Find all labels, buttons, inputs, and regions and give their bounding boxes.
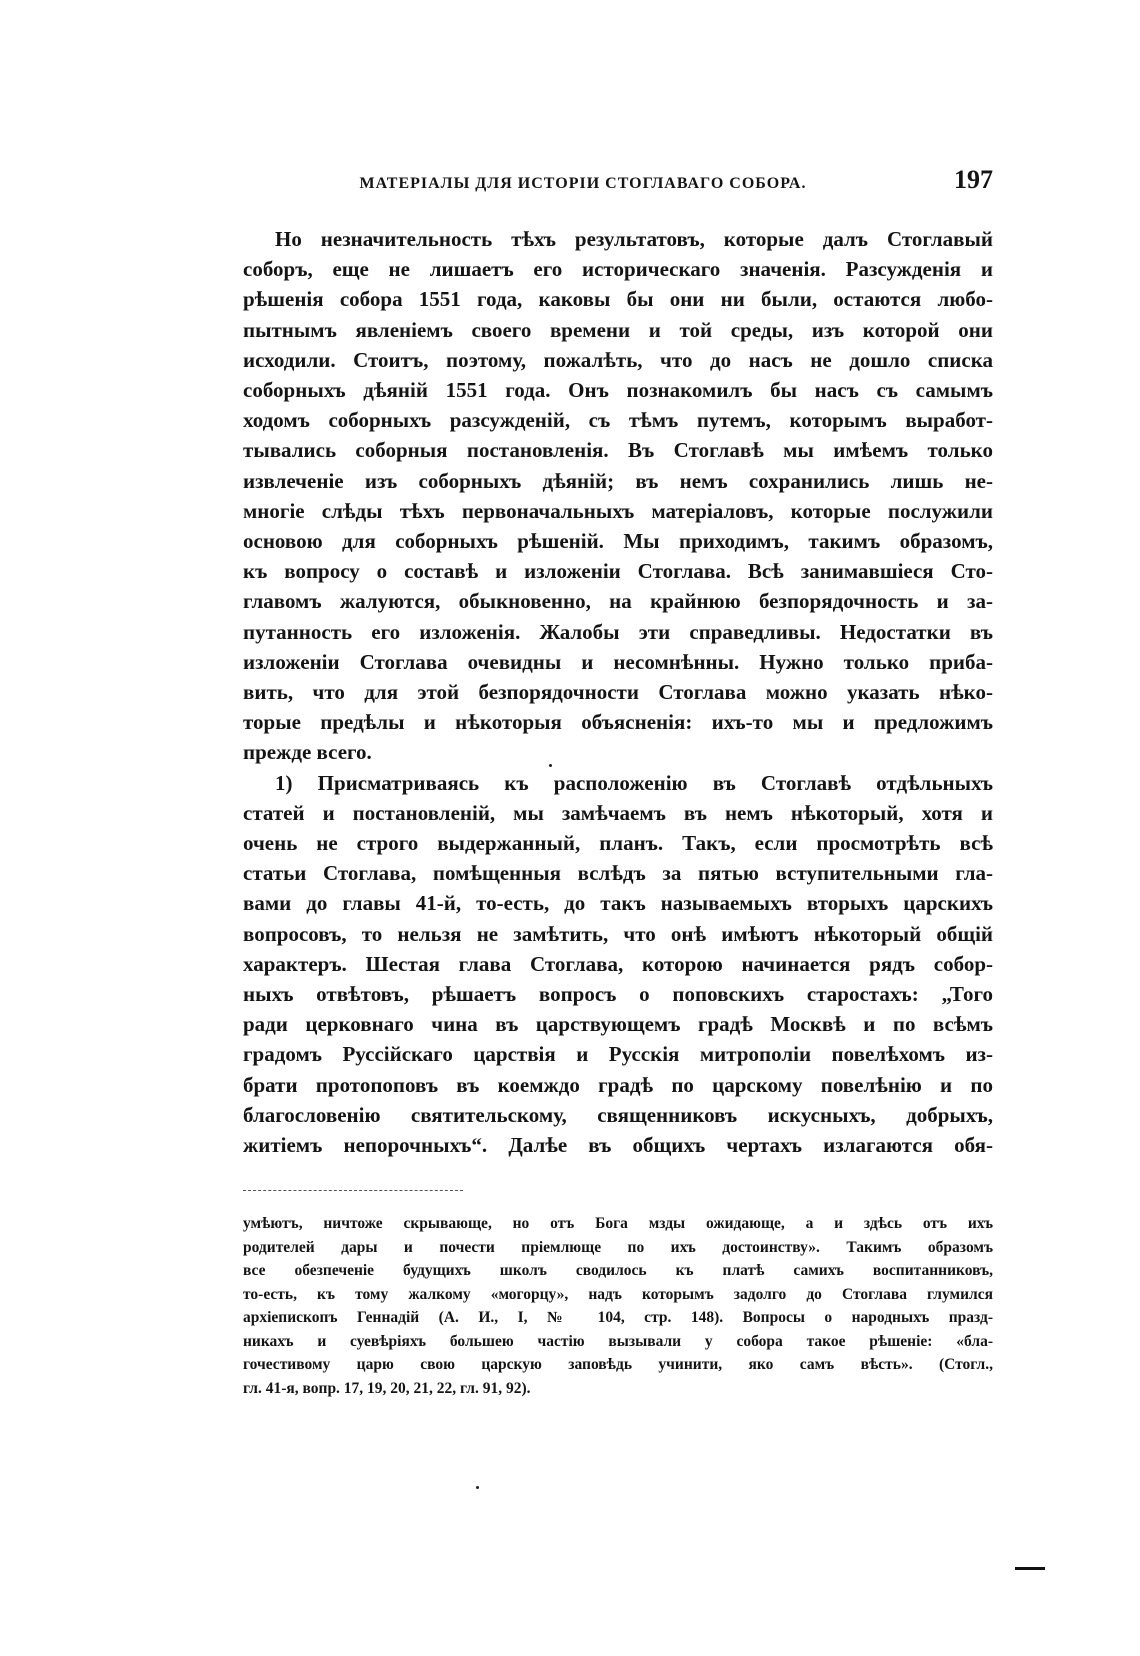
text-line: рѣшенія собора 1551 года, каковы бы они ни были, остаются любо- xyxy=(243,287,993,312)
paragraph-2 xyxy=(243,768,993,1161)
text-line: ради церковнаго чина въ царствующемъ градѣ Москвѣ и по всѣмъ xyxy=(243,1012,993,1037)
main-text xyxy=(243,224,993,1160)
footnote-divider xyxy=(243,1190,463,1191)
text-line: брати протопоповъ въ коемждо градѣ по царскому повелѣнію и по xyxy=(243,1072,993,1097)
footnote-line: никахъ и суевѣріяхъ большею частію вызывали у собора такое рѣшеніе: «бла- xyxy=(243,1332,993,1350)
text-line: статьи Стоглава, помѣщенныя вслѣдъ за пятью вступительными гла- xyxy=(243,861,993,886)
text-line: къ вопросу о составѣ и изложеніи Стоглава. Всѣ занимавшіеся Сто- xyxy=(243,559,993,584)
text-line: вить, что для этой безпорядочности Стоглава можно указать нѣко- xyxy=(243,680,993,705)
text-line: исходили. Стоитъ, поэтому, пожалѣть, что до насъ не дошло списка xyxy=(243,347,993,372)
text-line: соборныхъ дѣяній 1551 года. Онъ познакомилъ бы насъ съ самымъ xyxy=(243,378,993,403)
text-line: торые предѣлы и нѣкоторыя объясненія: ихъ-то мы и предложимъ xyxy=(243,710,993,735)
text-line: ходомъ соборныхъ разсужденій, съ тѣмъ путемъ, которымъ выработ- xyxy=(243,408,993,433)
scan-edge-mark xyxy=(1015,1567,1045,1570)
text-line: тывались соборныя постановленія. Въ Стоглавѣ мы имѣемъ только xyxy=(243,438,993,463)
text-line: путанность его изложенія. Жалобы эти справедливы. Недостатки въ xyxy=(243,619,993,644)
text-line: градомъ Руссійскаго царствія и Русскія митрополіи повелѣхомъ из- xyxy=(243,1042,993,1067)
running-title: МАТЕРІАЛЫ ДЛЯ ИСТОРІИ СТОГЛАВАГО СОБОРА. xyxy=(359,175,807,192)
text-line: изложеніи Стоглава очевидны и несомнѣнны. Нужно только приба- xyxy=(243,649,993,674)
text-line: благословенію святительскому, священниковъ искусныхъ, добрыхъ, xyxy=(243,1102,993,1127)
print-speck xyxy=(476,1486,479,1489)
footnote-line: все обезпеченіе будущихъ школъ сводилось къ платѣ самихъ воспитанниковъ, xyxy=(243,1262,993,1279)
text-line: многіе слѣды тѣхъ первоначальныхъ матеріаловъ, которые послужили xyxy=(243,498,993,523)
text-line: вами до главы 41-й, то-есть, до такъ называемыхъ вторыхъ царскихъ xyxy=(243,891,993,916)
footnote-line: родителей дары и почести пріемлюще по ихъ достоинству». Такимъ образомъ xyxy=(243,1238,993,1256)
footnote-line: гл. 41-я, вопр. 17, 19, 20, 21, 22, гл. 91, 92). xyxy=(243,1379,531,1397)
text-line: прежде всего. xyxy=(243,740,372,765)
text-line: 1) Присматриваясь къ расположенію въ Стоглавѣ отдѣльныхъ xyxy=(275,770,993,795)
print-speck xyxy=(549,764,552,767)
footnote xyxy=(243,1212,993,1400)
footnote-line: то-есть, къ тому жалкому «могорцу», надъ которымъ задолго до Стоглава глумился xyxy=(243,1285,993,1303)
text-line: пытнымъ явленіемъ своего времени и той среды, изъ которой они xyxy=(243,317,993,342)
text-line: ныхъ отвѣтовъ, рѣшаетъ вопросъ о поповскихъ старостахъ: „Того xyxy=(243,982,993,1007)
text-line: извлеченіе изъ соборныхъ дѣяній; въ немъ сохранились лишь не- xyxy=(243,468,993,493)
page-number: 197 xyxy=(954,165,993,194)
paragraph-1 xyxy=(243,224,993,768)
text-line: основою для соборныхъ рѣшеній. Мы приходимъ, такимъ образомъ, xyxy=(243,529,993,554)
text-line: вопросовъ, то нельзя не замѣтить, что онѣ имѣютъ нѣкоторый общій xyxy=(243,921,993,946)
text-line: соборъ, еще не лишаетъ его историческаго значенія. Разсужденія и xyxy=(243,257,993,282)
text-line: житіемъ непорочныхъ“. Далѣе въ общихъ чертахъ излагаются обя- xyxy=(243,1133,993,1158)
page-header xyxy=(243,165,993,205)
text-line: Но незначительность тѣхъ результатовъ, которые далъ Стоглавый xyxy=(275,227,993,251)
text-line: статей и постановленій, мы замѣчаемъ въ немъ нѣкоторый, хотя и xyxy=(243,800,993,825)
footnote-line: умѣютъ, ничтоже скрывающе, но отъ Бога мзды ожидающе, а и здѣсь отъ ихъ xyxy=(243,1215,993,1232)
text-line: очень не строго выдержанный, планъ. Такъ, если просмотрѣть всѣ xyxy=(243,831,993,856)
text-line: главомъ жалуются, обыкновенно, на крайнюю безпорядочность и за- xyxy=(243,589,993,614)
footnote-line: гочестивому царю свою царскую заповѣдь учинити, яко самъ вѣсть». (Стогл., xyxy=(243,1356,993,1373)
footnote-line: архіепископъ Геннадій (А. И., I, № 104, стр. 148). Вопросы о народныхъ празд- xyxy=(243,1309,993,1326)
text-line: характеръ. Шестая глава Стоглава, которою начинается рядъ собор- xyxy=(243,951,993,976)
